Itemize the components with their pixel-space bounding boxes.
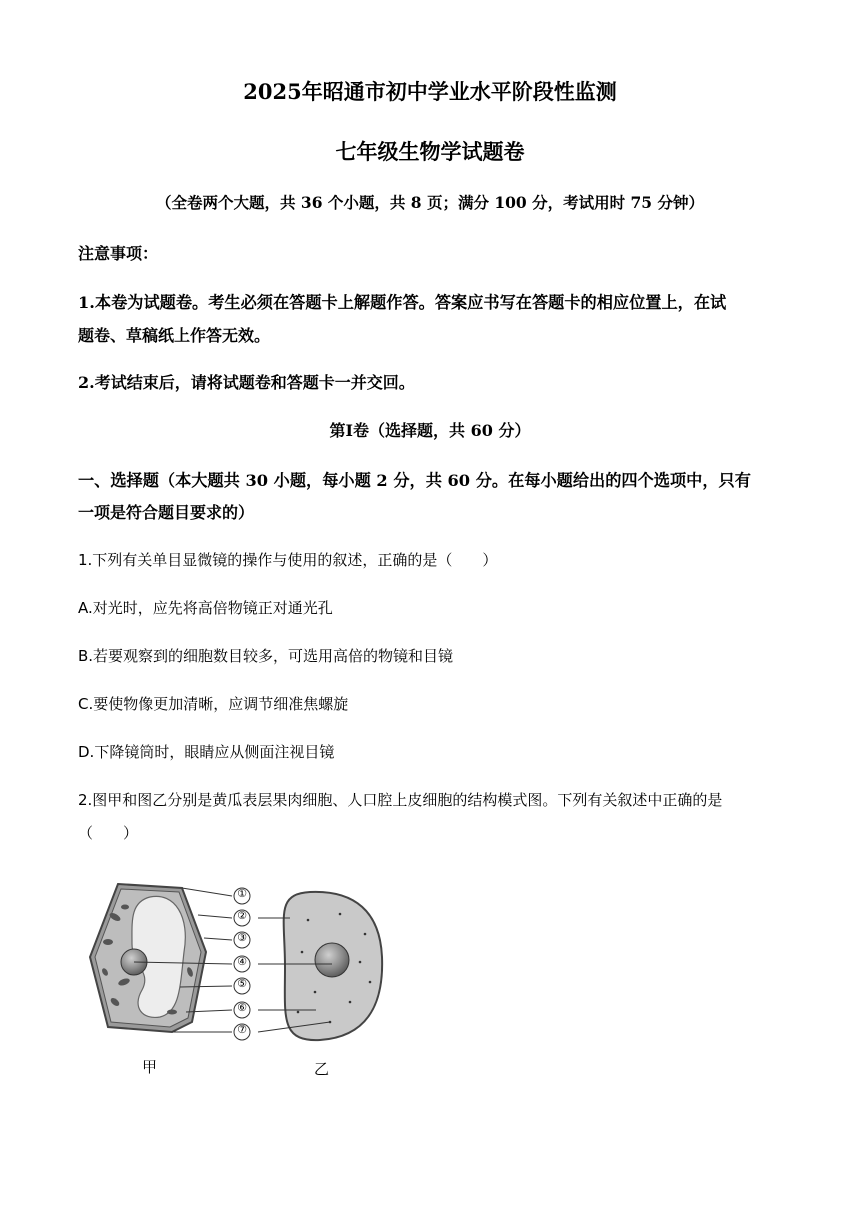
cell-structure-figure [80, 872, 400, 1082]
label-4: ④ [237, 955, 247, 968]
notice-item-1-line-2: 题卷、草稿纸上作答无效。 [78, 326, 271, 345]
question-1-option-d: D.下降镜筒时，眼睛应从侧面注视目镜 [78, 743, 335, 761]
label-6: ⑥ [237, 1001, 247, 1014]
label-5: ⑤ [237, 977, 247, 990]
caption-left: 甲 [142, 1058, 158, 1076]
label-3: ③ [237, 931, 247, 944]
question-2-stem-line-2: （ ） [78, 824, 139, 842]
label-1: ① [237, 887, 247, 900]
question-1-stem: 1.下列有关单目显微镜的操作与使用的叙述，正确的是（ ） [78, 551, 498, 569]
notice-item-1-line-1: 1.本卷为试题卷。考生必须在答题卡上解题作答。答案应书写在答题卡的相应位置上，在试 [78, 293, 727, 312]
question-2-stem-line-1: 2.图甲和图乙分别是黄瓜表层果肉细胞、人口腔上皮细胞的结构模式图。下列有关叙述中正确的是 [78, 791, 723, 809]
notice-item-2: 2.考试结束后，请将试题卷和答题卡一并交回。 [78, 373, 415, 392]
question-1-option-c: C.要使物像更加清晰，应调节细准焦螺旋 [78, 695, 349, 713]
animal-cell [284, 892, 382, 1040]
plant-cell [90, 884, 206, 1032]
section-heading-line-2: 一项是符合题目要求的） [78, 503, 255, 522]
part-title: 第Ⅰ卷（选择题，共 60 分） [329, 421, 531, 440]
page-subtitle: 七年级生物学试题卷 [335, 139, 525, 164]
page-title: 2025年昭通市初中学业水平阶段性监测 [243, 79, 617, 104]
label-7: ⑦ [237, 1023, 247, 1036]
caption-right: 乙 [314, 1060, 330, 1078]
question-1-option-b: B.若要观察到的细胞数目较多，可选用高倍的物镜和目镜 [78, 647, 454, 665]
exam-info: （全卷两个大题，共 36 个小题，共 8 页；满分 100 分，考试用时 75 分钟） [156, 193, 704, 212]
section-heading-line-1: 一、选择题（本大题共 30 小题，每小题 2 分，共 60 分。在每小题给出的四个选项中，只有 [78, 471, 751, 490]
label-2: ② [237, 909, 247, 922]
notice-heading: 注意事项： [78, 244, 159, 263]
question-1-option-a: A.对光时，应先将高倍物镜正对通光孔 [78, 599, 333, 617]
